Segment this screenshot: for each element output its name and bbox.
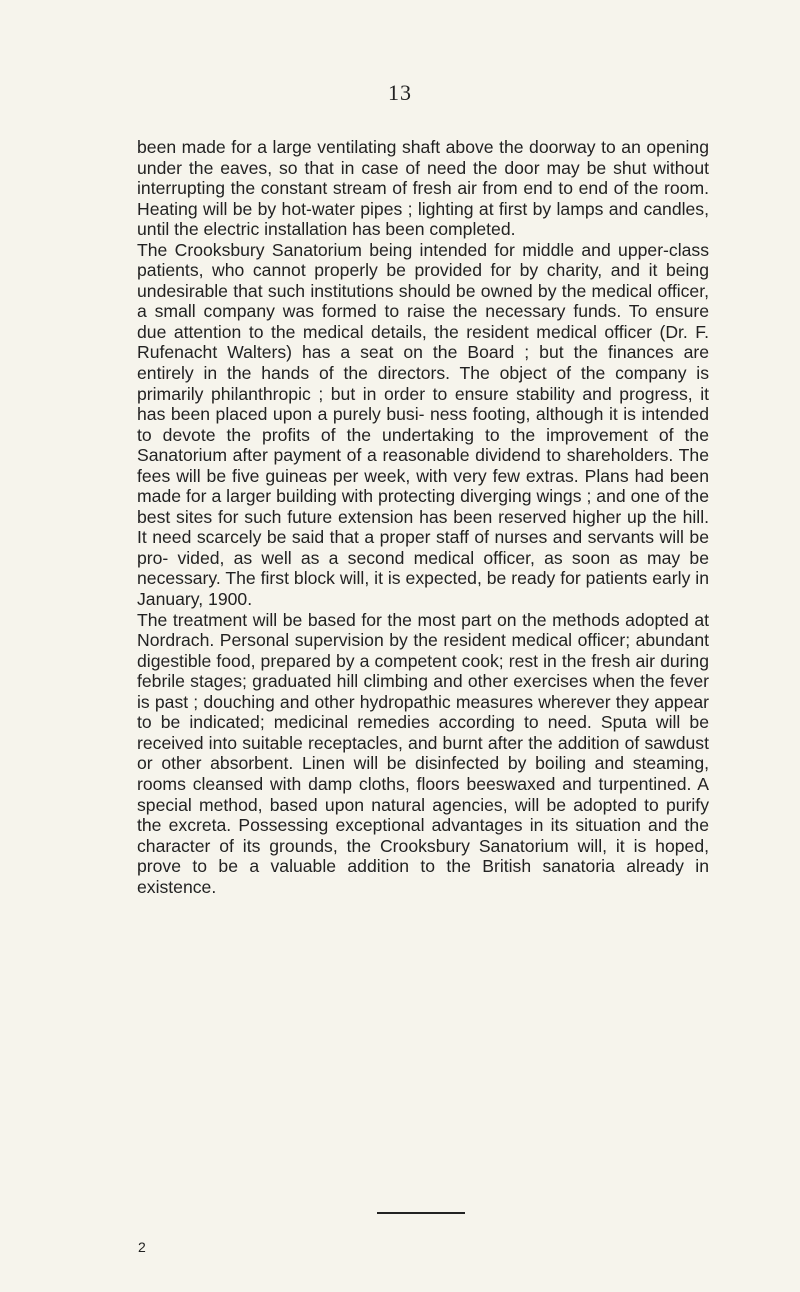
paragraph-2: The Crooksbury Sanatorium being intended for middle and upper-class patients, who cannot properly be provided for by charity, and it being undesirable that such institutions should be owned by the medical officer, a small company was formed to raise the necessary funds. To ensure due attention to the medical details, the resident medical officer (Dr. F. Rufenacht Walters) has a seat on the Board ; but the finances are entirely in the hands of the directors. The object of the company is primarily philanthropic ; but in order to ensure stability and progress, it has been placed upon a purely busi- ness footing, although it is intended to devote the profits of the undertaking to the improvement of the Sanatorium after payment of a reasonable dividend to shareholders. The fees will be five guineas per week, with very few extras. Plans had been made for a larger building with protecting diverging wings ; and one of the best sites for such future extension has been reserved higher up the hill. It need scarcely be said that a proper staff of nurses and servants will be pro- vided, as well as a second medical officer, as soon as may be necessary. The first block will, it is expected, be ready for patients early in January, 1900. [137,239,709,610]
paragraph-3: The treatment will be based for the most part on the methods adopted at Nordrach. Personal supervision by the resident medical officer; abundant digestible food, prepared by a competent cook; rest in the fresh air during febrile stages; graduated hill climbing and other exercises when the fever is past ; douching and other hydropathic measures wherever they appear to be indicated; medicinal remedies according to need. Sputa will be received into suitable receptacles, and burnt after the addition of sawdust or other absorbent. Linen will be disinfected by boiling and steaming, rooms cleansed with damp cloths, floors beeswaxed and turpentined. A special method, based upon natural agencies, will be adopted to purify the excreta. Possessing exceptional advantages in its situation and the character of its grounds, the Crooksbury Sanatorium will, it is hoped, prove to be a valuable addition to the British sanatoria already in existence. [137,609,709,897]
page-number: 13 [388,80,412,105]
paragraph-1: been made for a large ventilating shaft above the doorway to an opening under the eaves, so that in case of need the door may be shut without interrupting the constant stream of fresh air from end to end of the room. Heating will be by hot-water pipes ; lighting at first by lamps and candles, until the electric installation has been completed. [137,137,709,240]
end-rule [377,1212,465,1214]
signature-mark: 2 [138,1239,146,1255]
body-text [137,137,709,897]
